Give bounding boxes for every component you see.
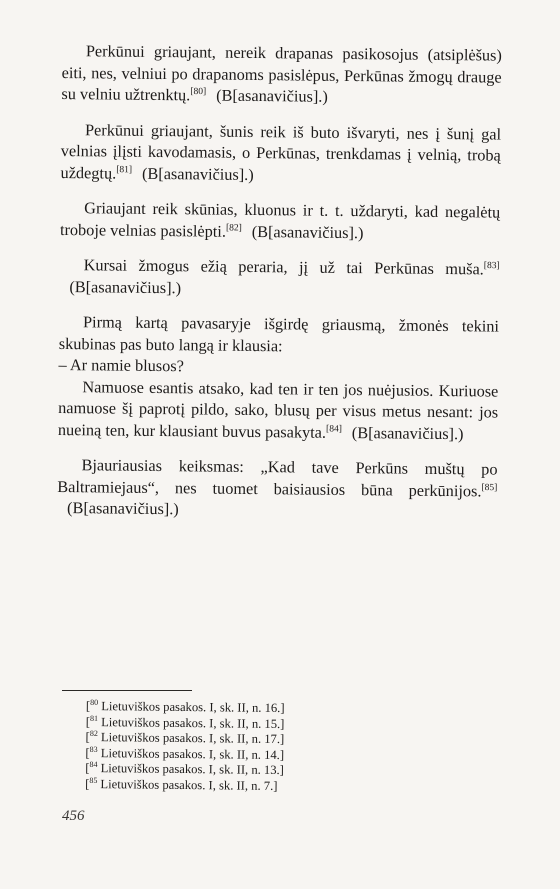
- citation: (B[asanavičius].): [67, 498, 179, 519]
- footnote-ref: [85]: [481, 482, 498, 493]
- footnote: [$^{81}$ Lietuviškos pasakos. I, sk. II, n. 15.]: [85, 713, 285, 731]
- page-number: 456: [62, 808, 85, 824]
- paragraph: [59, 254, 499, 302]
- footnote-ref: [81]: [116, 164, 133, 175]
- citation: (B[asanavičius].): [216, 85, 328, 106]
- footnote-mark: 81: [89, 713, 99, 723]
- footnote: [$^{82}$ Lietuviškos pasakos. I, sk. II, n. 17.]: [85, 729, 285, 747]
- footnote: [$^{85}$ Lietuviškos pasakos. I, sk. II, n. 7.]: [85, 775, 278, 793]
- footnote: [$^{83}$ Lietuviškos pasakos. I, sk. II, n. 14.]: [85, 744, 285, 762]
- paragraph: [57, 454, 498, 523]
- paragraph: [61, 40, 502, 109]
- footnote-divider: [62, 690, 192, 691]
- paragraph-text: Kursai žmogus ežią perariа, jį už tai Perkūnas muša.: [83, 255, 484, 279]
- paragraph-text: Perkūnui griaujant, šunis reik iš buto išvaryti, nes į šunį gal velnias įlįsti kavodamasis, o Perkūnas, trenkdamas į velnią, trobą uždegtų.: [60, 119, 502, 183]
- footnote: [$^{84}$ Lietuviškos pasakos. I, sk. II, n. 13.]: [85, 760, 284, 778]
- footnote-mark: 85: [89, 775, 98, 785]
- footnote-mark: 83: [89, 744, 98, 754]
- footnote-ref: [84]: [326, 423, 342, 435]
- footnote-text: Lietuviškos pasakos. I, sk. II, n. 16.]: [101, 699, 285, 716]
- footnote-ref: [80]: [190, 86, 207, 98]
- citation: (B[asanavičius].): [351, 422, 464, 443]
- citation: (B[asanavičius].): [69, 276, 182, 297]
- paragraph: [60, 197, 500, 245]
- footnote-text: Lietuviškos pasakos. I, sk. II, n. 17.]: [100, 730, 285, 747]
- footnote-mark: 84: [89, 760, 98, 770]
- story-intro: Pirmą kartą pavasaryje išgirdę griausmą, žmonės tekini skubinas pas buto langą ir klausia:: [58, 312, 500, 355]
- footnote-ref: [83]: [483, 261, 500, 272]
- citation: (B[asanavičius].): [251, 221, 364, 242]
- footnote-text: Lietuviškos pasakos. I, sk. II, n. 7.]: [100, 777, 278, 793]
- footnotes: [85, 699, 285, 795]
- story-answer-paragraph: [58, 375, 499, 444]
- footnote-ref: [82]: [225, 222, 242, 233]
- paragraph-text: Bjauriausias keiksmas: „Kad tave Perkūns muštų po Baltramiejaus“, nes tuomet baisiausios būna perkūnijos.: [57, 455, 498, 500]
- footnote-mark: 82: [89, 729, 98, 739]
- footnote-text: Lietuviškos pasakos. I, sk. II, n. 15.]: [101, 714, 285, 731]
- footnote-text: Lietuviškos pasakos. I, sk. II, n. 14.]: [100, 745, 285, 762]
- footnote-mark: 80: [90, 697, 99, 707]
- paragraph: [61, 118, 502, 187]
- footnote: [$^{80}$ Lietuviškos pasakos. I, sk. II, n. 16.]: [85, 697, 285, 716]
- story-question: – Ar namie blusos?: [58, 354, 184, 376]
- paragraph-text: Griaujant reik skūnias, kluonus ir t. t. uždaryti, kad negalėtų troboje velnias pasislėpti.: [59, 198, 501, 241]
- footnote-text: Lietuviškos pasakos. I, sk. II, n. 13.]: [100, 761, 284, 778]
- citation: (B[asanavičius].): [141, 163, 254, 184]
- main-text: [57, 40, 502, 537]
- paragraph-text: Perkūnui griaujant, nereik drapanas pasikosojus (atsiplėšus) eiti, nes, velniui po drapanoms pasislėpus, Perkūnas žmogų drauge su velniu užtrenktų.: [61, 41, 502, 105]
- story-answer: Namuose esantis atsako, kad ten ir ten jos nuėjusios. Kuriuose namuose šį paprotį pildo, sako, blusų per visus metus nesant: jos nueiną ten, kur klausiant buvus pasakyta.: [57, 376, 499, 442]
